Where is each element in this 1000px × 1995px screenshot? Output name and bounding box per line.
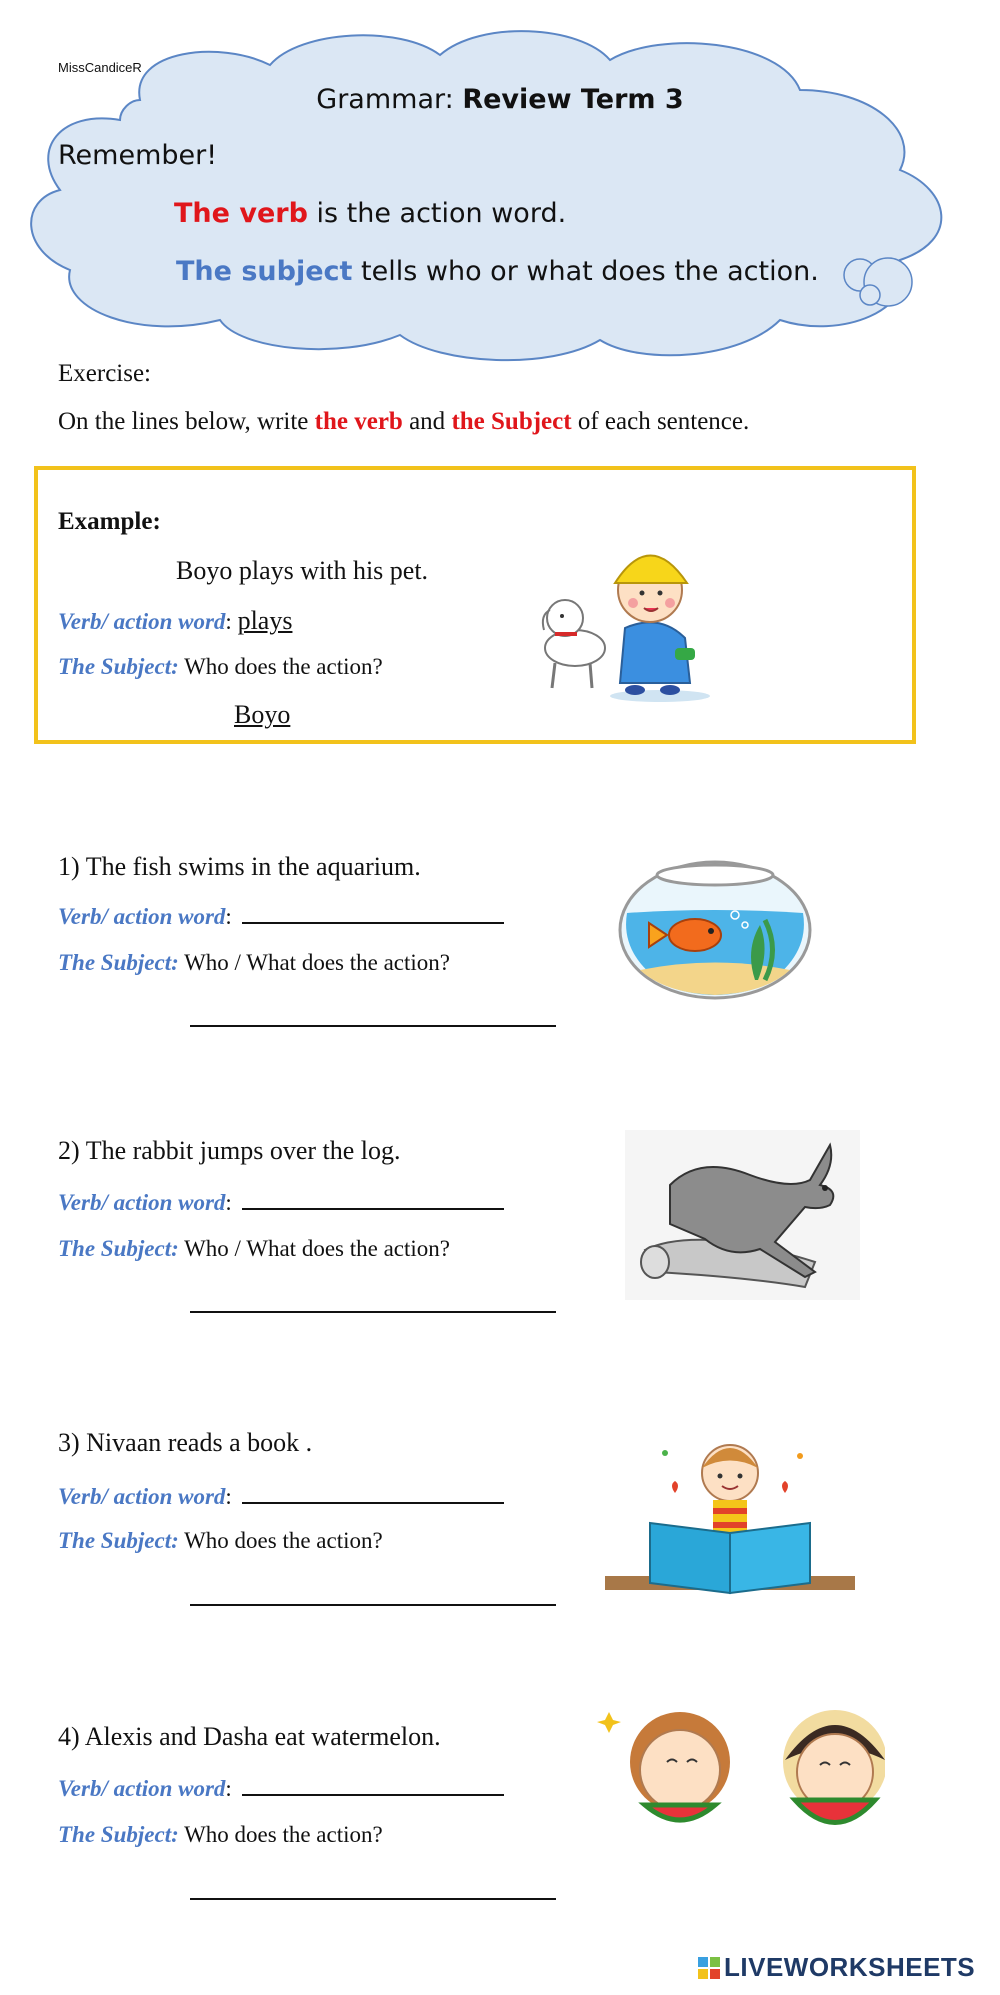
rabbit-icon — [625, 1130, 860, 1300]
remember-heading: Remember! — [58, 140, 218, 171]
question-4-sentence: 4) Alexis and Dasha eat watermelon. — [58, 1722, 441, 1751]
example-sentence: Boyo plays with his pet. — [176, 556, 429, 585]
logo-mark-icon — [698, 1957, 720, 1979]
rule-verb-highlight: The verb — [174, 198, 308, 229]
question-3-subject-label: The Subject: — [58, 1528, 179, 1553]
question-3-verb-label: Verb/ action word — [58, 1484, 226, 1509]
instruction-subject: the Subject — [451, 408, 572, 435]
question-1-sentence: 1) The fish swims in the aquarium. — [58, 852, 421, 881]
rule-subject — [176, 256, 819, 287]
question-3-subject-blank[interactable] — [190, 1604, 556, 1606]
question-2-sentence: 2) The rabbit jumps over the log. — [58, 1136, 401, 1165]
example-box — [34, 466, 916, 744]
watermelon-kids-icon — [595, 1700, 885, 1840]
question-3-subject-question: Who does the action? — [178, 1528, 383, 1553]
question-3-verb-blank[interactable] — [242, 1482, 504, 1504]
question-2-verb-blank[interactable] — [242, 1188, 504, 1210]
question-2-subject-line — [58, 1236, 450, 1262]
instruction-verb: the verb — [314, 408, 403, 435]
question-3-sentence: 3) Nivaan reads a book . — [58, 1428, 313, 1457]
rule-verb — [174, 198, 566, 229]
question-1-verb-line: Verb/ action word: — [58, 902, 504, 930]
exercise-heading: Exercise: — [58, 360, 152, 387]
question-1-subject-line — [58, 950, 450, 976]
question-2-subject-question: Who / What does the action? — [178, 1236, 450, 1261]
question-2-verb-label: Verb/ action word — [58, 1190, 226, 1215]
liveworksheets-logo — [698, 1952, 975, 1983]
exercise-instruction — [58, 408, 749, 436]
question-1-verb-blank[interactable] — [242, 902, 504, 924]
author-credit: MissCandiceR — [58, 60, 142, 75]
example-verb-answer: plays — [237, 606, 293, 635]
example-verb-line: Verb/ action word: plays — [58, 606, 293, 635]
question-4-verb-line: Verb/ action word: — [58, 1774, 504, 1802]
question-2-subject-blank[interactable] — [190, 1311, 556, 1313]
question-2-subject-label: The Subject: — [58, 1236, 179, 1261]
worksheet-title — [0, 84, 1000, 115]
example-subject-answer: Boyo — [234, 700, 291, 729]
question-4-verb-blank[interactable] — [242, 1774, 504, 1796]
instruction-mid: and — [402, 408, 452, 435]
question-3-verb-line: Verb/ action word: — [58, 1482, 504, 1510]
question-1-verb-label: Verb/ action word — [58, 904, 226, 929]
rule-subject-text: tells who or what does the action. — [352, 256, 819, 287]
instruction-after: of each sentence. — [571, 408, 750, 435]
question-1-subject-label: The Subject: — [58, 950, 179, 975]
instruction-text: On the lines below, write — [58, 408, 315, 435]
reading-child-icon — [605, 1428, 855, 1603]
title-bold: Review Term 3 — [462, 84, 684, 115]
question-4-subject-blank[interactable] — [190, 1898, 556, 1900]
logo-text: LIVEWORKSHEETS — [724, 1952, 976, 1982]
question-4-verb-label: Verb/ action word — [58, 1776, 226, 1801]
fishbowl-icon — [615, 855, 815, 1000]
question-4-subject-question: Who does the action? — [178, 1822, 383, 1847]
question-1-subject-blank[interactable] — [190, 1025, 556, 1027]
thought-cloud — [20, 20, 970, 370]
example-subject-label: The Subject: — [58, 654, 179, 679]
example-subject-question: Who does the action? — [178, 654, 383, 679]
example-label: Example: — [58, 508, 161, 535]
boy-with-dog-icon — [520, 528, 720, 703]
rule-verb-text: is the action word. — [307, 198, 567, 229]
title-prefix: Grammar: — [316, 84, 463, 115]
question-3-subject-line — [58, 1528, 383, 1554]
question-1-subject-question: Who / What does the action? — [178, 950, 450, 975]
rule-subject-highlight: The subject — [176, 256, 353, 287]
example-subject-line — [58, 654, 383, 680]
example-verb-label: Verb/ action word — [58, 609, 226, 634]
question-2-verb-line: Verb/ action word: — [58, 1188, 504, 1216]
question-4-subject-line — [58, 1822, 383, 1848]
question-4-subject-label: The Subject: — [58, 1822, 179, 1847]
